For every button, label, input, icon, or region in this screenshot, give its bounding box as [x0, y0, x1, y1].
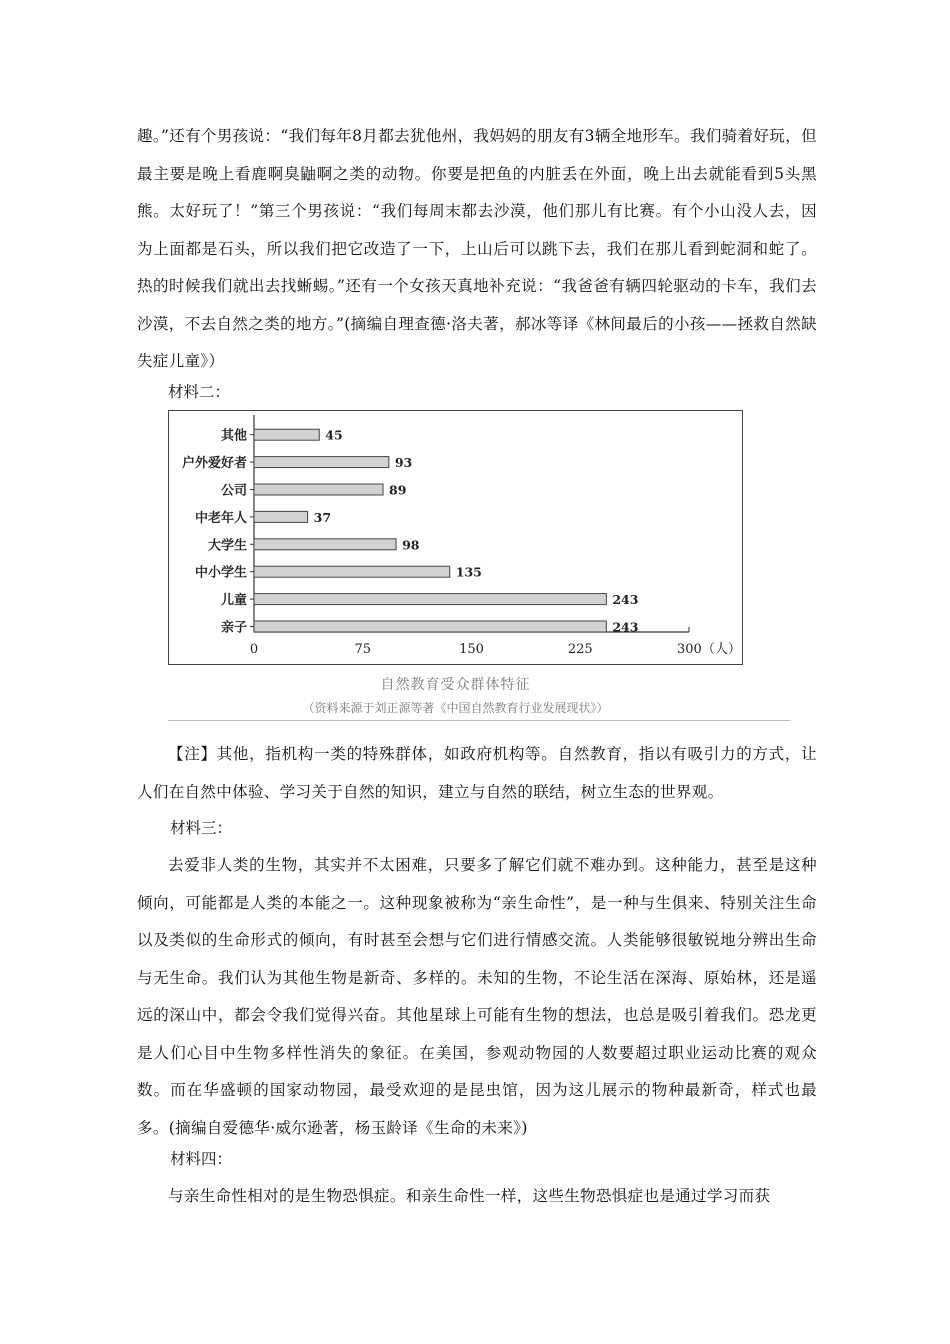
bar	[254, 594, 606, 605]
chart-source: （资料来源于刘正源等著《中国自然教育行业发展现状》）	[302, 701, 609, 715]
value-label: 135	[455, 564, 482, 580]
material-1-text: 趣。”还有个男孩说：“我们每年8月都去犹他州，我妈妈的朋友有3辆全地形车。我们骑着好玩，但最主要是晚上看鹿啊臭鼬啊之类的动物。你要是把鱼的内脏丢在外面，晚上出去就能看到5头黑熊。太好玩了！”第三个男孩说：“我们每周末都去沙漠，他们那儿有比赛。有个小山没人去，因为上面都是石头，所以我们把它改造了一下，上山后可以跳下去，我们在那儿看到蛇洞和蛇了。热的时候我们就出去找蜥蜴。”还有一个女孩天真地补充说：“我爸爸有辆四轮驱动的卡车，我们去沙漠，不去自然之类的地方。”(摘编自理查德·洛夫著，郝冰等译《林间最后的小孩——拯救自然缺失症儿童》）	[137, 127, 817, 370]
x-tick-label: 225	[567, 642, 593, 657]
category-label: 儿童	[220, 593, 247, 609]
material-4-label: 材料四：	[170, 1150, 233, 1168]
x-tick-label: 0	[249, 642, 259, 657]
bar	[254, 511, 308, 522]
material-4-text: 与亲生命性相对的是生物恐惧症。和亲生命性一样，这些生物恐惧症也是通过学习而获	[168, 1187, 771, 1205]
material-3-label: 材料三：	[170, 819, 233, 837]
value-label: 98	[402, 537, 420, 553]
category-label: 其他	[220, 428, 247, 444]
x-tick-label: 75	[354, 642, 372, 657]
x-tick-label: 300（人）	[677, 642, 741, 657]
category-label: 亲子	[220, 620, 247, 636]
bar	[254, 539, 396, 550]
value-label: 37	[313, 509, 332, 525]
bar	[254, 484, 383, 495]
bar-chart-frame	[168, 410, 743, 665]
value-label: 93	[394, 455, 413, 471]
bar	[254, 621, 606, 632]
bar-chart	[169, 411, 742, 664]
divider	[168, 720, 790, 721]
category-label: 大学生	[207, 538, 247, 554]
category-label: 户外爱好者	[181, 456, 247, 472]
chart-title: 自然教育受众群体特征	[380, 677, 531, 693]
value-label: 89	[389, 482, 407, 498]
x-tick-label: 150	[459, 642, 484, 657]
bar	[254, 566, 450, 577]
value-label: 243	[612, 592, 639, 608]
bar	[254, 457, 389, 468]
category-label: 公司	[220, 483, 247, 499]
value-label: 243	[612, 619, 639, 635]
material-3-text: 去爱非人类的生物，其实并不太困难，只要多了解它们就不难办到。这种能力，甚至是这种倾向，可能都是人类的本能之一。这种现象被称为“亲生命性”，是一种与生俱来、特别关注生命以及类似的生命形式的倾向，有时甚至会想与它们进行情感交流。人类能够很敏锐地分辨出生命与无生命。我们认为其他生物是新奇、多样的。未知的生物，不论生活在深海、原始林，还是遥远的深山中，都会令我们觉得兴奋。其他星球上可能有生物的想法，也总是吸引着我们。恐龙更是人们心目中生物多样性消失的象征。在美国，参观动物园的人数要超过职业运动比赛的观众数。而在华盛顿的国家动物园，最受欢迎的是昆虫馆，因为这儿展示的物种最新奇，样式也最多。(摘编自爱德华·威尔逊著，杨玉龄译《生命的未来》)	[137, 856, 817, 1137]
material-2-label: 材料二：	[168, 383, 231, 401]
category-label: 中老年人	[194, 510, 247, 526]
category-label: 中小学生	[194, 565, 247, 581]
value-label: 45	[325, 427, 343, 443]
bar	[254, 429, 319, 440]
note-text: 【注】其他，指机构一类的特殊群体，如政府机构等。自然教育，指以有吸引力的方式，让人们在自然中体验、学习关于自然的知识，建立与自然的联结，树立生态的世界观。	[137, 745, 817, 801]
